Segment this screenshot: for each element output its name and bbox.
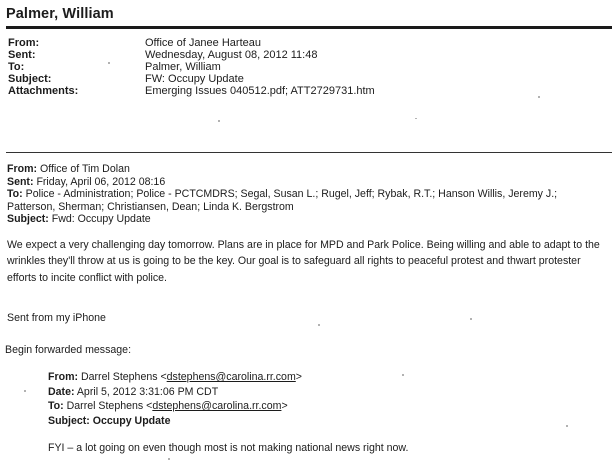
nested-fyi-text: FYI – a lot going on even though most is not making national news right now. (48, 442, 409, 454)
outer-attachments-value: Emerging Issues 040512.pdf; ATT2729731.htm (145, 85, 375, 97)
nested-subject-line (48, 414, 302, 429)
scan-speck (566, 425, 568, 427)
fwd-subject-line (7, 213, 607, 226)
outer-sent-label: Sent: (8, 49, 36, 61)
scan-speck (402, 374, 404, 376)
nested-to-line (48, 399, 302, 414)
nested-from-label: From: (48, 371, 79, 383)
outer-to-value: Palmer, William (145, 61, 221, 73)
fwd-from-label: From: (7, 163, 38, 175)
nested-to-name: Darrel Stephens < (66, 400, 153, 413)
nested-subject-label: Subject: (48, 414, 90, 427)
nested-from-line (48, 370, 302, 385)
scan-speck (168, 458, 170, 460)
header-divider (6, 26, 612, 29)
fwd-body-paragraph: We expect a very challenging day tomorrow. Plans are in place for MPD and Park Police. Being willing and able to adapt to the wrinkles they'll throw at us is going to be the key. Our goal is to safeguard all rights to peaceful protest and thwart protester efforts to incite conflict with police. (7, 239, 600, 284)
outer-from-value: Office of Janee Harteau (145, 37, 261, 49)
nested-subject-value: Occupy Update (92, 414, 171, 427)
fwd-from-line (7, 163, 607, 176)
fwd-sent-line (7, 176, 607, 189)
nested-from-close: > (295, 371, 302, 383)
outer-to-label: To: (8, 61, 25, 73)
nested-from-email-link[interactable]: dstephens@carolina.rr.com (166, 371, 296, 383)
scan-speck (415, 118, 417, 119)
nested-email-headers (48, 370, 302, 428)
forward-divider (6, 152, 612, 153)
outer-attachments-label: Attachments: (8, 85, 79, 97)
fwd-to-label: To: (7, 188, 23, 201)
scan-speck (318, 324, 320, 326)
nested-date-value: April 5, 2012 3:31:06 PM CDT (76, 385, 219, 398)
nested-date-label: Date: (48, 385, 75, 398)
scan-speck (24, 390, 26, 392)
outer-subject-value: FW: Occupy Update (145, 73, 244, 85)
outer-subject-label: Subject: (8, 73, 52, 85)
begin-forwarded-label: Begin forwarded message: (5, 344, 132, 356)
fwd-to-value: Police - Administration; Police - PCTCMDRS; Segal, Susan L.; Rugel, Jeff; Rybak, R.T.; Hanson Willis, Jeremy J.; Patterson, Sherman; Christiansen, Dean; Linda K. Bergstrom (7, 188, 558, 213)
scan-speck (538, 96, 540, 98)
scan-speck (218, 120, 220, 122)
fwd-subject-label: Subject: (7, 213, 49, 226)
scan-speck (470, 318, 472, 320)
nested-from-name: Darrel Stephens < (80, 371, 167, 383)
scan-speck (108, 62, 110, 64)
fwd-subject-value: Fwd: Occupy Update (51, 213, 151, 226)
fwd-from-value: Office of Tim Dolan (39, 163, 130, 175)
nested-to-close: > (281, 400, 288, 413)
outer-from-label: From: (8, 37, 40, 49)
fwd-sent-value: Friday, April 06, 2012 08:16 (36, 175, 166, 188)
nested-date-line (48, 385, 302, 400)
forwarded-email-headers (7, 163, 607, 226)
recipient-name-header: Palmer, William (6, 6, 114, 22)
fwd-sent-label: Sent: (7, 175, 34, 188)
fwd-signature: Sent from my iPhone (7, 312, 106, 324)
nested-to-label: To: (48, 400, 64, 413)
nested-to-email-link[interactable]: dstephens@carolina.rr.com (152, 400, 282, 413)
outer-sent-value: Wednesday, August 08, 2012 11:48 (145, 49, 318, 61)
fwd-to-line (7, 188, 607, 213)
